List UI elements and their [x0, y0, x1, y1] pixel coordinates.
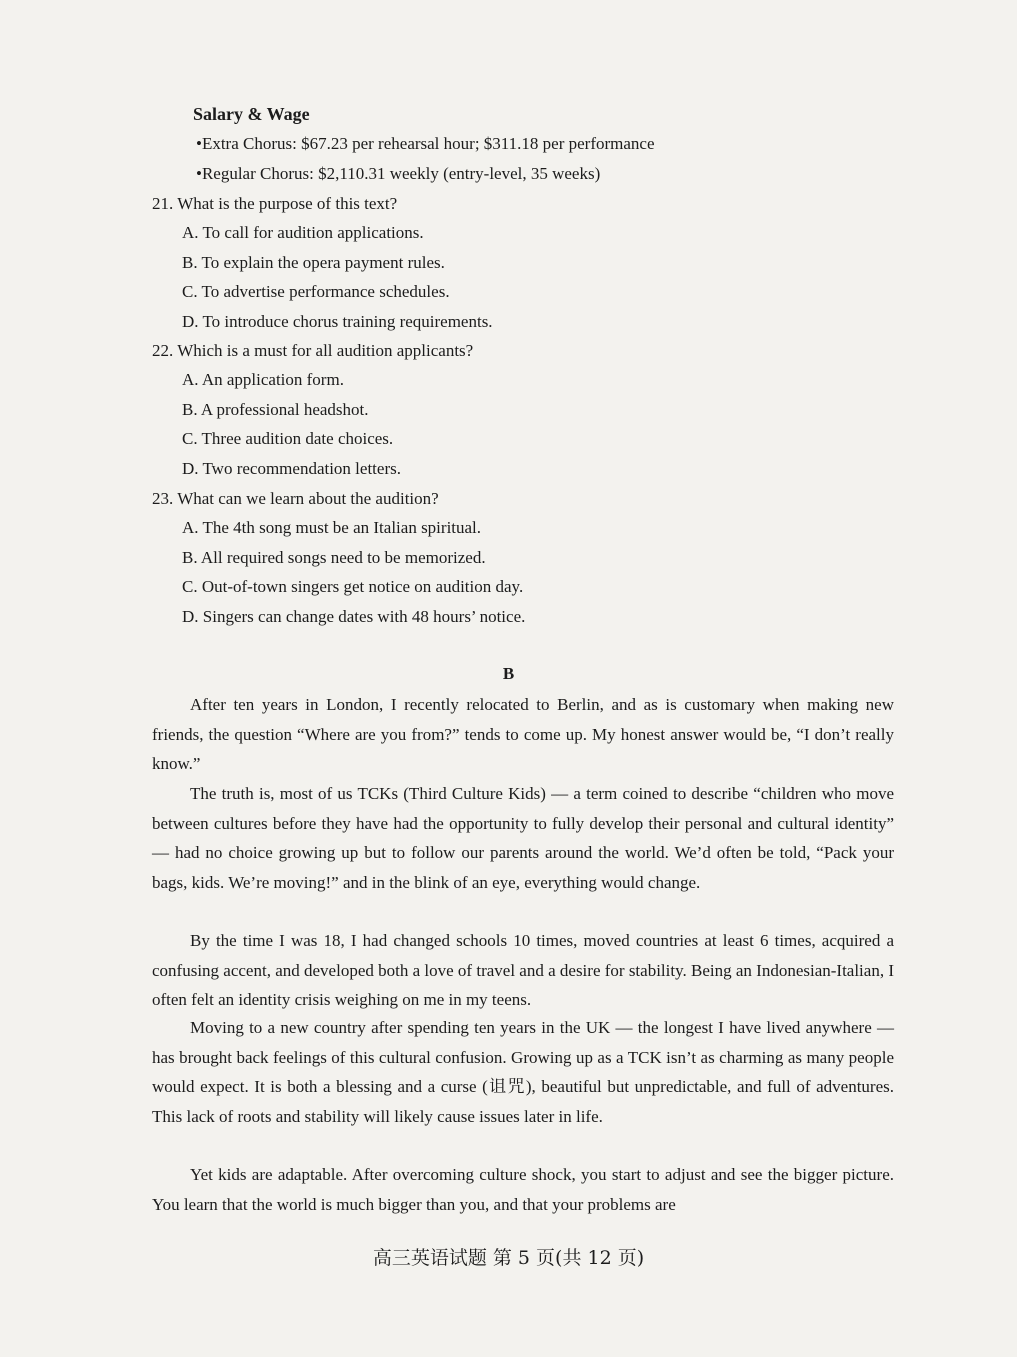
- question-21-option-d: D. To introduce chorus training requirements.: [182, 312, 493, 331]
- question-21-option-b: B. To explain the opera payment rules.: [182, 253, 445, 272]
- page-footer: 高三英语试题 第 5 页(共 12 页): [372, 1247, 645, 1269]
- question-22-option-b: B. A professional headshot.: [182, 400, 369, 419]
- question-21: 21. What is the purpose of this text?: [152, 194, 398, 213]
- passage-paragraph-1: After ten years in London, I recently relocated to Berlin, and as is customary when making new friends, the question “Where are you from?” tends to come up. My honest answer would be, “I don’t really know.”: [152, 695, 894, 773]
- passage-paragraph-4: Moving to a new country after spending ten years in the UK — the longest I have lived anywhere — has brought back feelings of this cultural confusion. Growing up as a TCK isn’t as charming as many people would expect. It is both a blessing and a curse (诅咒), beautiful but unpredictable, and full of adventures. This lack of roots and stability will likely cause issues later in life.: [152, 1018, 894, 1126]
- question-23-option-d: D. Singers can change dates with 48 hours’ notice.: [182, 607, 526, 626]
- salary-item-extra-chorus: •Extra Chorus: $67.23 per rehearsal hour; $311.18 per performance: [196, 134, 655, 153]
- section-heading: B: [502, 664, 515, 683]
- question-22-option-d: D. Two recommendation letters.: [182, 459, 401, 478]
- question-21-option-c: C. To advertise performance schedules.: [182, 282, 450, 301]
- question-23-option-b: B. All required songs need to be memorized.: [182, 548, 486, 567]
- passage-paragraph-5: Yet kids are adaptable. After overcoming culture shock, you start to adjust and see the bigger picture. You learn that the world is much bigger than you, and that your problems are: [152, 1165, 894, 1214]
- passage-paragraph-3: By the time I was 18, I had changed schools 10 times, moved countries at least 6 times, acquired a confusing accent, and developed both a love of travel and a desire for stability. Being an Indonesian-Italian, I often felt an identity crisis weighing on me in my teens.: [152, 931, 894, 1009]
- question-23: 23. What can we learn about the audition?: [152, 489, 439, 508]
- question-22-option-c: C. Three audition date choices.: [182, 429, 394, 448]
- passage-paragraph-2: The truth is, most of us TCKs (Third Culture Kids) — a term coined to describe “children who move between cultures before they have had the opportunity to fully develop their personal and cultural identity” — had no choice growing up but to follow our parents around the world. We’d often be told, “Pack your bags, kids. We’re moving!” and in the blink of an eye, everything would change.: [152, 784, 894, 892]
- salary-heading: Salary & Wage: [193, 104, 310, 124]
- question-23-option-a: A. The 4th song must be an Italian spiritual.: [182, 518, 482, 537]
- question-23-option-c: C. Out-of-town singers get notice on audition day.: [182, 577, 524, 596]
- question-21-option-a: A. To call for audition applications.: [182, 223, 424, 242]
- question-22: 22. Which is a must for all audition applicants?: [152, 341, 474, 360]
- salary-item-regular-chorus: •Regular Chorus: $2,110.31 weekly (entry-level, 35 weeks): [196, 164, 601, 183]
- question-22-option-a: A. An application form.: [182, 370, 344, 389]
